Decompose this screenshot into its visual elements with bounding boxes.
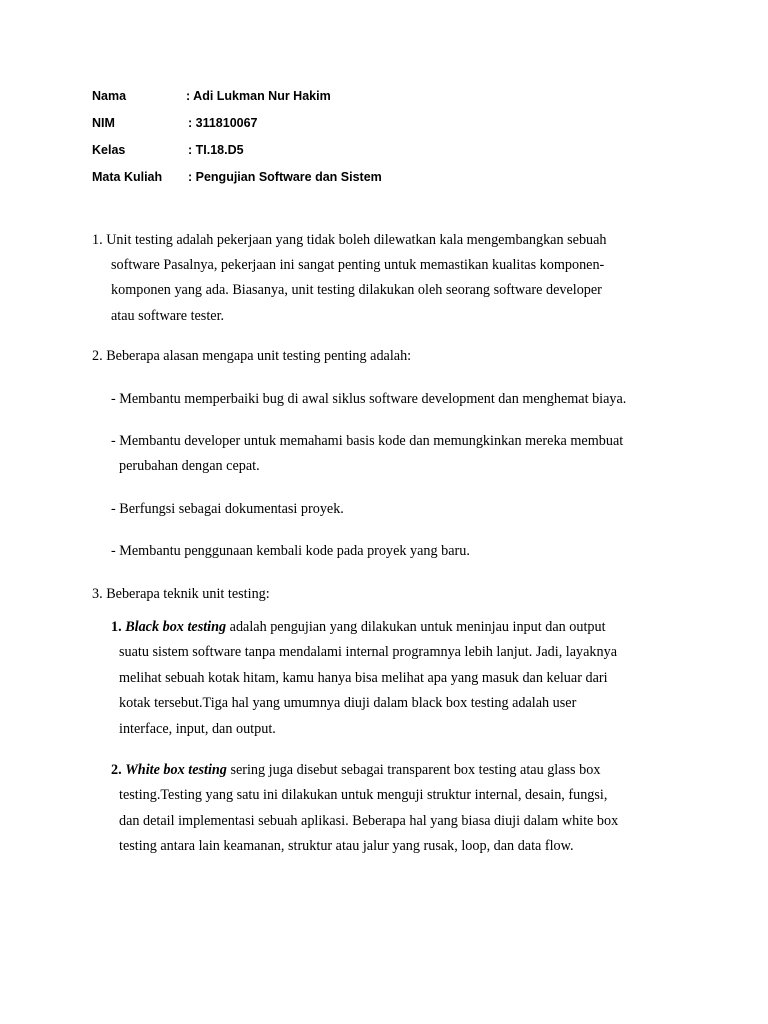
bullet-line: perubahan dengan cepat.: [119, 458, 260, 475]
technique-item-black-box: [111, 615, 671, 742]
header-nim-value: : 311810067: [188, 116, 258, 130]
bullet-line: - Membantu developer untuk memahami basis kode dan memungkinkan mereka membuat: [111, 433, 624, 449]
technique-line: interface, input, dan output.: [119, 720, 276, 737]
technique-line: testing.Testing yang satu ini dilakukan untuk menguji struktur internal, desain, fungsi,: [119, 787, 608, 804]
answer-2-bullet: [111, 539, 691, 564]
technique-number: 1.: [111, 619, 122, 635]
technique-line: dan detail implementasi sebuah aplikasi. Beberapa hal yang biasa diuji dalam white box: [119, 812, 619, 829]
technique-number: 2.: [111, 762, 122, 778]
technique-item-white-box: [111, 758, 671, 860]
answer-2-intro-text: 2. Beberapa alasan mengapa unit testing penting adalah:: [92, 348, 412, 364]
answer-2-bullet: [111, 497, 691, 522]
header-mata-kuliah-label: Mata Kuliah: [92, 170, 163, 184]
answer-1-line: software Pasalnya, pekerjaan ini sangat penting untuk memastikan kualitas komponen-: [111, 257, 605, 274]
answer-1-line: 1. Unit testing adalah pekerjaan yang tidak boleh dilewatkan kala mengembangkan sebuah: [92, 232, 607, 248]
technique-term: Black box testing: [125, 619, 227, 635]
header-kelas-value: : TI.18.D5: [188, 143, 244, 157]
technique-text: adalah pengujian yang dilakukan untuk meninjau input dan output: [226, 619, 606, 635]
header-nim-label: NIM: [92, 116, 115, 130]
answer-1-line: komponen yang ada. Biasanya, unit testing dilakukan oleh seorang software developer: [111, 282, 602, 299]
technique-line: melihat sebuah kotak hitam, kamu hanya bisa melihat apa yang masuk dan keluar dari: [119, 669, 608, 686]
header-kelas-label: Kelas: [92, 143, 126, 157]
technique-term: White box testing: [125, 762, 227, 778]
bullet-line: - Berfungsi sebagai dokumentasi proyek.: [111, 501, 344, 517]
bullet-line: - Membantu memperbaiki bug di awal siklus software development dan menghemat biaya.: [111, 391, 627, 407]
bullet-line: - Membantu penggunaan kembali kode pada proyek yang baru.: [111, 543, 470, 559]
answer-2-intro: [92, 344, 692, 369]
header-mata-kuliah-value: : Pengujian Software dan Sistem: [188, 170, 382, 184]
answer-1: [92, 228, 692, 329]
technique-line: kotak tersebut.Tiga hal yang umumnya diuji dalam black box testing adalah user: [119, 695, 577, 712]
header-nama-value: : Adi Lukman Nur Hakim: [186, 89, 331, 103]
technique-line: suatu sistem software tanpa mendalami internal programnya lebih lanjut. Jadi, layaknya: [119, 644, 617, 661]
answer-3-intro-text: 3. Beberapa teknik unit testing:: [92, 586, 270, 602]
technique-line: testing antara lain keamanan, struktur atau jalur yang rusak, loop, dan data flow.: [119, 838, 574, 855]
technique-text: sering juga disebut sebagai transparent box testing atau glass box: [226, 762, 601, 778]
header-nama-label: Nama: [92, 89, 127, 103]
answer-3-intro: [92, 582, 692, 607]
answer-1-line: atau software tester.: [111, 307, 225, 324]
answer-2-bullet: [111, 387, 691, 412]
answer-2-bullet: [111, 429, 691, 479]
